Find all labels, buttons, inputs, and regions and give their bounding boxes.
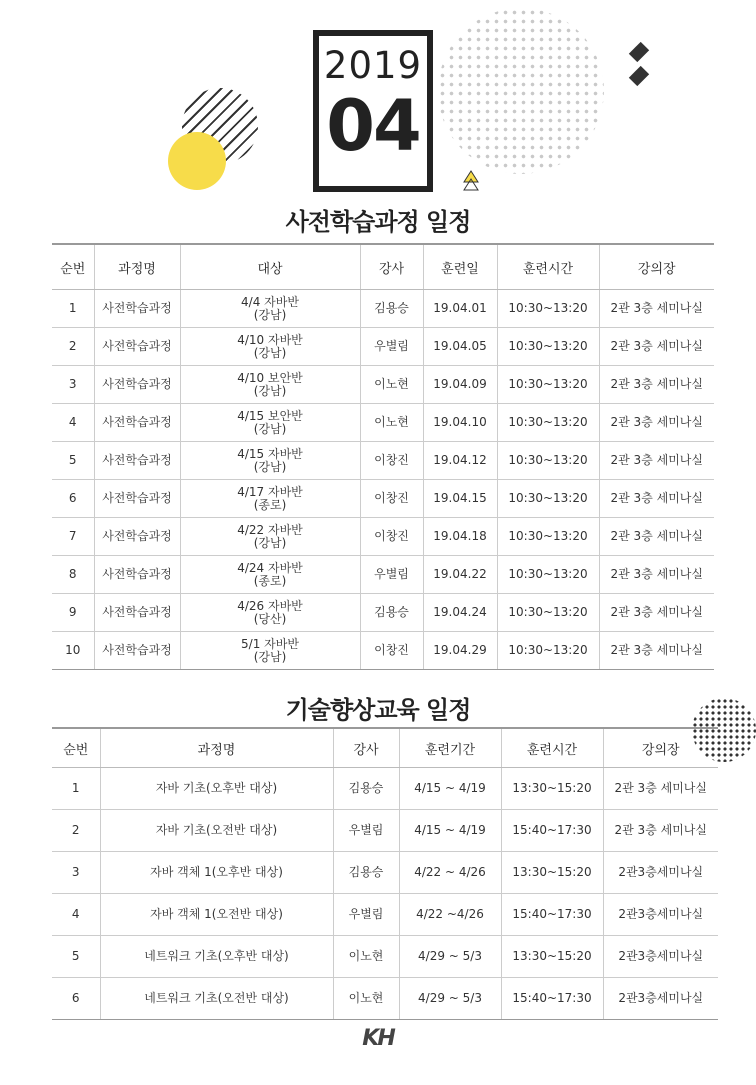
row-number-text: 3 [71, 865, 80, 879]
row-number-text: 3 [68, 377, 77, 391]
instructor [360, 442, 423, 480]
table-row [52, 936, 718, 978]
target-class [180, 594, 360, 632]
course-name [94, 328, 180, 366]
lecture-room-text: 2관3층세미나실 [618, 991, 704, 1005]
table-row [52, 556, 714, 594]
instructor [360, 366, 423, 404]
target-class [180, 632, 360, 670]
lecture-room [603, 936, 718, 978]
instructor [360, 556, 423, 594]
training-time-text: 15:40~17:30 [512, 823, 592, 837]
lecture-room-text: 2관 3층 세미나실 [610, 643, 703, 657]
row-number-text: 2 [71, 823, 80, 837]
training-date [423, 632, 497, 670]
training-time [497, 290, 599, 328]
instructor-text: 우별림 [348, 823, 384, 837]
training-date-text: 19.04.05 [433, 339, 487, 353]
row-number-text: 7 [68, 529, 77, 543]
instructor-text: 이노현 [374, 377, 409, 391]
training-time-text: 15:40~17:30 [512, 991, 592, 1005]
table-row [52, 518, 714, 556]
target-class-text: (종로) [253, 497, 287, 512]
column-header: 강사 [360, 244, 423, 290]
course-name-text: 사전학습과정 [102, 415, 172, 429]
instructor-text: 이창진 [374, 491, 409, 505]
instructor-text: 김용승 [348, 865, 384, 879]
column-header: 훈련시간 [497, 244, 599, 290]
column-header: 강의장 [603, 728, 718, 768]
course-name [94, 594, 180, 632]
row-number [52, 936, 100, 978]
instructor-text: 김용승 [348, 781, 384, 795]
training-period [399, 978, 501, 1020]
table-row [52, 594, 714, 632]
lecture-room-text: 2관 3층 세미나실 [614, 781, 707, 795]
training-period [399, 810, 501, 852]
training-period-text: 4/29 ~ 5/3 [418, 949, 482, 963]
course-name [100, 810, 333, 852]
row-number-text: 8 [68, 567, 77, 581]
course-name-text: 자바 기초(오후반 대상) [155, 781, 278, 795]
target-class [180, 518, 360, 556]
target-class-text: 4/10 자바반 [237, 332, 303, 347]
column-header: 강의장 [599, 244, 714, 290]
course-name-text: 사전학습과정 [102, 567, 172, 581]
column-header: 훈련시간 [501, 728, 603, 768]
training-date [423, 480, 497, 518]
target-class [180, 290, 360, 328]
course-name-text: 사전학습과정 [102, 529, 172, 543]
training-date [423, 594, 497, 632]
lecture-room [599, 518, 714, 556]
row-number [52, 632, 94, 670]
column-header: 순번 [52, 244, 94, 290]
target-class-text: 4/17 자바반 [237, 484, 303, 499]
row-number [52, 594, 94, 632]
course-name-text: 사전학습과정 [102, 339, 172, 353]
training-date-text: 19.04.18 [433, 529, 487, 543]
training-time [497, 366, 599, 404]
training-date-text: 19.04.01 [433, 301, 487, 315]
lecture-room-text: 2관 3층 세미나실 [610, 377, 703, 391]
training-time [497, 518, 599, 556]
training-time [501, 936, 603, 978]
instructor [333, 978, 399, 1020]
course-name [94, 556, 180, 594]
row-number [52, 894, 100, 936]
row-number [52, 810, 100, 852]
row-number [52, 556, 94, 594]
target-class-text: (당산) [253, 611, 287, 626]
instructor-text: 김용승 [374, 301, 409, 315]
training-time [501, 894, 603, 936]
training-time [497, 556, 599, 594]
row-number-text: 1 [71, 781, 80, 795]
training-period-text: 4/22 ~ 4/26 [414, 865, 486, 879]
lecture-room [599, 480, 714, 518]
training-time-text: 13:30~15:20 [512, 949, 592, 963]
training-date [423, 404, 497, 442]
training-time [501, 978, 603, 1020]
lecture-room [599, 404, 714, 442]
row-number [52, 852, 100, 894]
instructor [333, 894, 399, 936]
training-time [501, 768, 603, 810]
table-row [52, 810, 718, 852]
month-header-box [313, 30, 433, 192]
course-name-text: 사전학습과정 [102, 643, 172, 657]
row-number [52, 768, 100, 810]
target-class [180, 442, 360, 480]
target-class [180, 556, 360, 594]
row-number [52, 366, 94, 404]
lecture-room [599, 594, 714, 632]
course-name [100, 894, 333, 936]
table-row [52, 442, 714, 480]
lecture-room [599, 366, 714, 404]
instructor-text: 우별림 [374, 567, 409, 581]
instructor-text: 이창진 [374, 453, 409, 467]
instructor [333, 768, 399, 810]
training-time [497, 594, 599, 632]
course-name-text: 네트워크 기초(오후반 대상) [144, 949, 289, 963]
dotted-circle-decoration [438, 8, 604, 174]
target-class-text: (강남) [253, 421, 287, 436]
column-header: 훈련일 [423, 244, 497, 290]
row-number [52, 518, 94, 556]
target-class-text: (강남) [253, 307, 287, 322]
training-date [423, 328, 497, 366]
course-name [94, 290, 180, 328]
training-time-text: 15:40~17:30 [512, 907, 592, 921]
lecture-room [599, 442, 714, 480]
training-time-text: 10:30~13:20 [508, 491, 588, 505]
training-date-text: 19.04.12 [433, 453, 487, 467]
table-row [52, 480, 714, 518]
training-time-text: 10:30~13:20 [508, 415, 588, 429]
course-name-text: 자바 객체 1(오전반 대상) [150, 907, 283, 921]
lecture-room-text: 2관 3층 세미나실 [610, 529, 703, 543]
row-number [52, 404, 94, 442]
training-date-text: 19.04.24 [433, 605, 487, 619]
training-date-text: 19.04.15 [433, 491, 487, 505]
column-header: 과정명 [94, 244, 180, 290]
course-name-text: 사전학습과정 [102, 605, 172, 619]
training-time-text: 10:30~13:20 [508, 567, 588, 581]
instructor-text: 이노현 [374, 415, 409, 429]
training-date-text: 19.04.10 [433, 415, 487, 429]
lecture-room-text: 2관 3층 세미나실 [610, 339, 703, 353]
column-header: 대상 [180, 244, 360, 290]
course-name [94, 518, 180, 556]
row-number-text: 6 [71, 991, 80, 1005]
instructor-text: 김용승 [374, 605, 409, 619]
target-class-text: 4/4 자바반 [241, 294, 299, 309]
course-name [100, 978, 333, 1020]
year-label: 2019 [323, 44, 423, 87]
training-date [423, 442, 497, 480]
instructor [333, 936, 399, 978]
training-time-text: 10:30~13:20 [508, 605, 588, 619]
lecture-room-text: 2관3층세미나실 [618, 865, 704, 879]
training-period-text: 4/15 ~ 4/19 [414, 823, 486, 837]
lecture-room [603, 894, 718, 936]
lecture-room [599, 632, 714, 670]
column-header: 훈련기간 [399, 728, 501, 768]
training-time-text: 10:30~13:20 [508, 643, 588, 657]
diamond-icon [633, 70, 645, 82]
lecture-room-text: 2관 3층 세미나실 [614, 823, 707, 837]
lecture-room-text: 2관 3층 세미나실 [610, 415, 703, 429]
table-row [52, 366, 714, 404]
target-class [180, 328, 360, 366]
row-number-text: 4 [71, 907, 80, 921]
training-date [423, 556, 497, 594]
training-time [497, 442, 599, 480]
target-class-text: (강남) [253, 459, 287, 474]
table-row [52, 290, 714, 328]
table-row [52, 768, 718, 810]
instructor [360, 290, 423, 328]
schedule-table-1 [52, 243, 714, 670]
lecture-room-text: 2관3층세미나실 [618, 907, 704, 921]
lecture-room [599, 328, 714, 366]
course-name [94, 442, 180, 480]
lecture-room-text: 2관 3층 세미나실 [610, 301, 703, 315]
schedule-table-2 [52, 727, 718, 1020]
row-number-text: 2 [68, 339, 77, 353]
training-time [497, 480, 599, 518]
instructor [360, 404, 423, 442]
training-time [501, 852, 603, 894]
target-class-text: (강남) [253, 345, 287, 360]
course-name-text: 사전학습과정 [102, 377, 172, 391]
lecture-room [603, 768, 718, 810]
instructor-text: 이창진 [374, 643, 409, 657]
training-period [399, 936, 501, 978]
table-row [52, 852, 718, 894]
lecture-room [599, 556, 714, 594]
training-time-text: 13:30~15:20 [512, 865, 592, 879]
month-label: 04 [326, 85, 420, 167]
instructor [360, 518, 423, 556]
lecture-room [599, 290, 714, 328]
target-class-text: (강남) [253, 535, 287, 550]
target-class [180, 366, 360, 404]
lecture-room-text: 2관 3층 세미나실 [610, 491, 703, 505]
table-row [52, 404, 714, 442]
row-number-text: 6 [68, 491, 77, 505]
lecture-room-text: 2관 3층 세미나실 [610, 453, 703, 467]
course-name-text: 자바 기초(오전반 대상) [155, 823, 278, 837]
target-class [180, 404, 360, 442]
instructor [333, 810, 399, 852]
course-name [100, 768, 333, 810]
training-date [423, 518, 497, 556]
course-name-text: 네트워크 기초(오전반 대상) [144, 991, 289, 1005]
diamond-icon [633, 46, 645, 58]
row-number-text: 4 [68, 415, 77, 429]
instructor [360, 594, 423, 632]
lecture-room [603, 852, 718, 894]
instructor-text: 이창진 [374, 529, 409, 543]
section1-title: 사전학습과정 일정 [285, 208, 471, 236]
target-class-text: 4/24 자바반 [237, 560, 303, 575]
column-header: 강사 [333, 728, 399, 768]
section2-title: 기술향상교육 일정 [285, 696, 471, 724]
course-name [94, 404, 180, 442]
lecture-room-text: 2관3층세미나실 [618, 949, 704, 963]
instructor [360, 328, 423, 366]
instructor [360, 632, 423, 670]
training-time [501, 810, 603, 852]
target-class-text: 4/26 자바반 [237, 598, 303, 613]
training-time [497, 404, 599, 442]
lecture-room [603, 810, 718, 852]
table-header-row [52, 728, 718, 768]
training-time [497, 328, 599, 366]
instructor-text: 우별림 [374, 339, 409, 353]
training-time-text: 10:30~13:20 [508, 339, 588, 353]
target-class [180, 480, 360, 518]
instructor-text: 우별림 [348, 907, 384, 921]
triangle-icon [463, 170, 479, 192]
training-date-text: 19.04.09 [433, 377, 487, 391]
table-row [52, 894, 718, 936]
row-number [52, 328, 94, 366]
table-row [52, 632, 714, 670]
row-number [52, 290, 94, 328]
course-name [100, 936, 333, 978]
row-number-text: 5 [68, 453, 77, 467]
row-number [52, 480, 94, 518]
training-date-text: 19.04.22 [433, 567, 487, 581]
row-number [52, 442, 94, 480]
target-class-text: (강남) [253, 383, 287, 398]
lecture-room-text: 2관 3층 세미나실 [610, 567, 703, 581]
lecture-room-text: 2관 3층 세미나실 [610, 605, 703, 619]
training-period [399, 852, 501, 894]
row-number-text: 1 [68, 301, 77, 315]
course-name-text: 사전학습과정 [102, 491, 172, 505]
training-time-text: 10:30~13:20 [508, 453, 588, 467]
target-class-text: (강남) [253, 649, 287, 664]
training-period [399, 768, 501, 810]
row-number-text: 10 [65, 643, 81, 657]
table-row [52, 328, 714, 366]
table-header-row [52, 244, 714, 290]
instructor-text: 이노현 [348, 949, 384, 963]
training-time-text: 13:30~15:20 [512, 781, 592, 795]
training-period-text: 4/22 ~4/26 [416, 907, 484, 921]
course-name [94, 632, 180, 670]
training-period-text: 4/29 ~ 5/3 [418, 991, 482, 1005]
training-time-text: 10:30~13:20 [508, 301, 588, 315]
course-name [94, 366, 180, 404]
training-time-text: 10:30~13:20 [508, 529, 588, 543]
target-class-text: 4/15 자바반 [237, 446, 303, 461]
training-period [399, 894, 501, 936]
target-class-text: 5/1 자바반 [241, 636, 299, 651]
target-class-text: (종로) [253, 573, 287, 588]
yellow-circle-decoration [168, 132, 226, 190]
column-header: 순번 [52, 728, 100, 768]
training-period-text: 4/15 ~ 4/19 [414, 781, 486, 795]
training-date [423, 290, 497, 328]
course-name-text: 자바 객체 1(오후반 대상) [150, 865, 283, 879]
training-date-text: 19.04.29 [433, 643, 487, 657]
instructor [360, 480, 423, 518]
row-number-text: 5 [71, 949, 80, 963]
course-name [100, 852, 333, 894]
training-time-text: 10:30~13:20 [508, 377, 588, 391]
table-row [52, 978, 718, 1020]
course-name [94, 480, 180, 518]
course-name-text: 사전학습과정 [102, 301, 172, 315]
column-header: 과정명 [100, 728, 333, 768]
row-number-text: 9 [68, 605, 77, 619]
row-number [52, 978, 100, 1020]
target-class-text: 4/22 자바반 [237, 522, 303, 537]
instructor-text: 이노현 [348, 991, 384, 1005]
training-time [497, 632, 599, 670]
kh-logo-icon: KH [362, 1026, 394, 1051]
training-date [423, 366, 497, 404]
lecture-room [603, 978, 718, 1020]
target-class-text: 4/10 보안반 [237, 370, 303, 385]
instructor [333, 852, 399, 894]
target-class-text: 4/15 보안반 [237, 408, 303, 423]
course-name-text: 사전학습과정 [102, 453, 172, 467]
